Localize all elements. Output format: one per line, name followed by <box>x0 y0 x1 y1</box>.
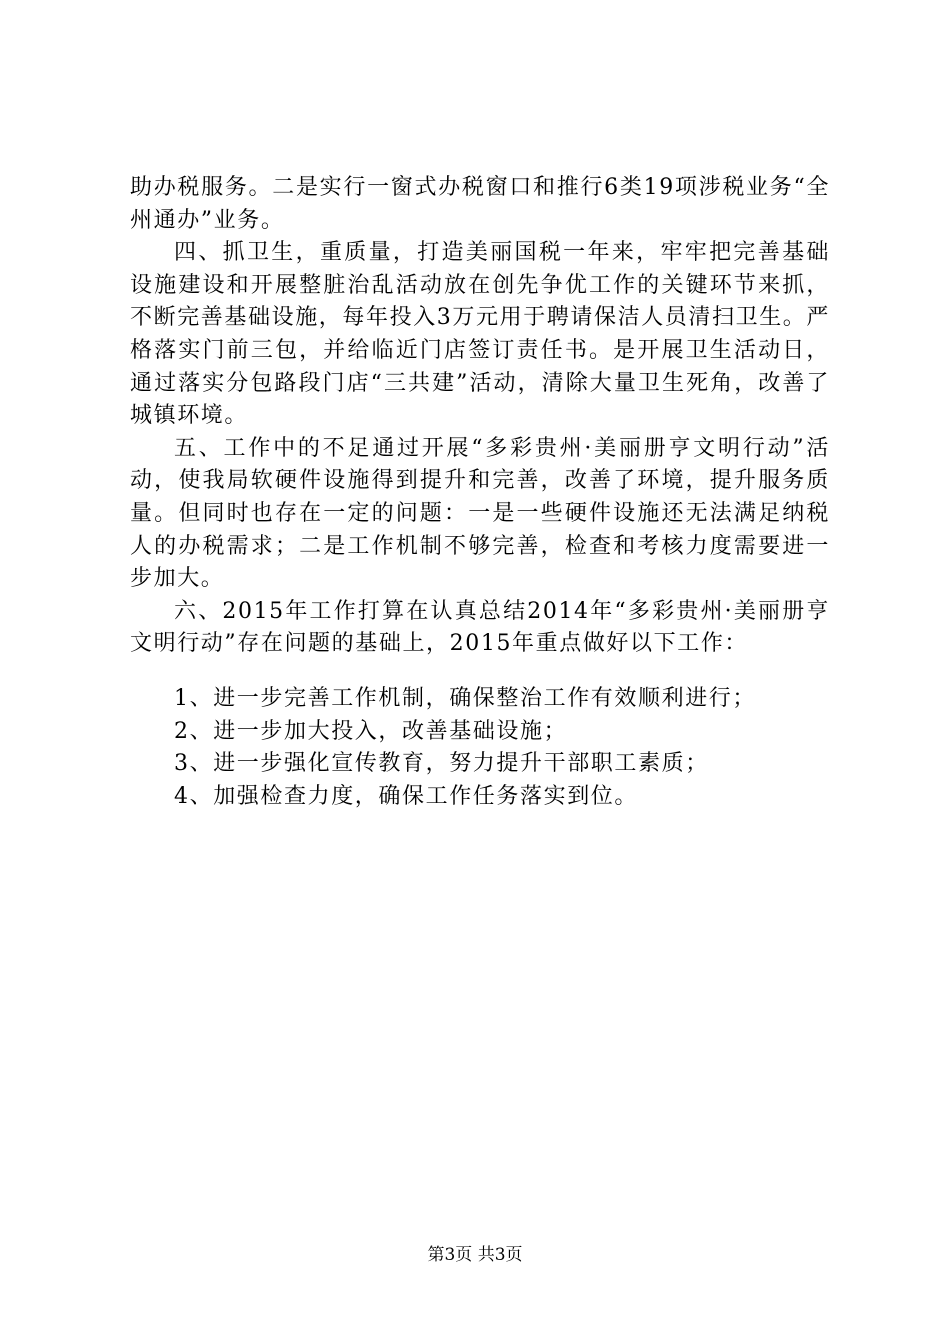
page-footer: 第3页 共3页 <box>427 1245 523 1265</box>
document-body <box>130 172 830 813</box>
paragraph-continuation: 助办税服务。二是实行一窗式办税窗口和推行6类19项涉税业务“全州通办”业务。 <box>130 175 830 233</box>
paragraph-section-six: 六、2015年工作打算在认真总结2014年“多彩贵州·美丽册亨文明行动”存在问题的基础上，2015年重点做好以下工作： <box>130 598 830 657</box>
paragraph-section-five: 五、工作中的不足通过开展“多彩贵州·美丽册亨文明行动”活动，使我局软硬件设施得到提升和完善，改善了环境，提升服务质量。但同时也存在一定的问题：一是一些硬件设施还无法满足纳税人的办税需求；二是工作机制不够完善，检查和考核力度需要进一步加大。 <box>130 435 830 592</box>
list-item: 2、进一步加大投入，改善基础设施； <box>174 718 568 744</box>
list-item: 4、加强检查力度，确保工作任务落实到位。 <box>174 783 638 809</box>
list-item: 1、进一步完善工作机制，确保整治工作有效顺利进行； <box>174 685 756 711</box>
work-plan-list <box>130 683 830 813</box>
list-item: 3、进一步强化宣传教育，努力提升干部职工素质； <box>174 751 709 777</box>
paragraph-section-four: 四、抓卫生，重质量，打造美丽国税一年来，牢牢把完善基础设施建设和开展整脏治乱活动放在创先争优工作的关键环节来抓，不断完善基础设施，每年投入3万元用于聘请保洁人员清扫卫生。严格落实门前三包，并给临近门店签订责任书。是开展卫生活动日，通过落实分包路段门店“三共建”活动，清除大量卫生死角，改善了城镇环境。 <box>130 240 830 429</box>
